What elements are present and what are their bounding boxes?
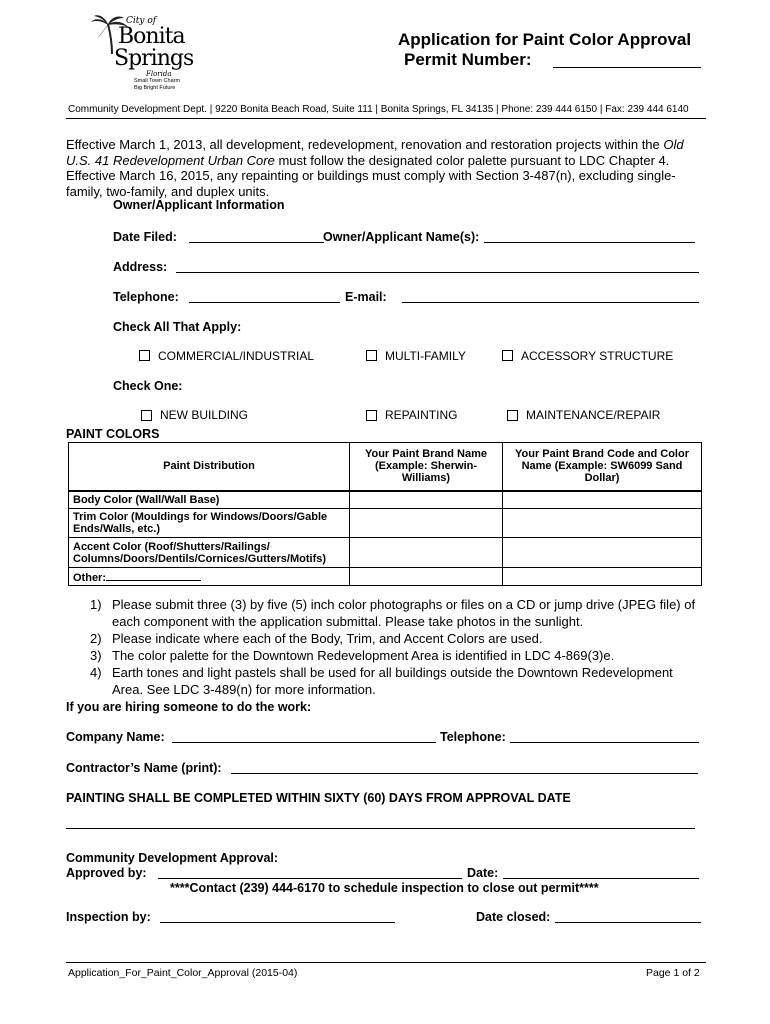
approved-by-field[interactable] [158,878,462,879]
body-color-label: Body Color (Wall/Wall Base) [69,491,350,509]
contractor-name-label: Contractor’s Name (print): [66,761,222,775]
logo-tagline1: Small Town Charm [134,78,181,84]
logo-tagline2: Big Bright Future [134,85,176,91]
body-color-brand-cell[interactable] [350,491,503,509]
header-divider [66,118,706,119]
table-row [69,509,702,538]
body-color-code-cell[interactable] [503,491,702,509]
list-item: 3) The color palette for the Downtown Redevelopment Area is identified in LDC 4-869(3)e. [90,648,615,663]
accessory-structure-label: ACCESSORY STRUCTURE [521,349,674,363]
col-paint-distribution: Paint Distribution [69,443,350,491]
approval-heading: Community Development Approval: [66,851,279,865]
footer-page-number: Page 1 of 2 [646,967,700,979]
footer-doc-name: Application_For_Paint_Color_Approval (2015-04) [68,967,298,979]
table-row [69,538,702,568]
accent-color-code-cell[interactable] [503,538,702,568]
intro-paragraph-1: Effective March 1, 2013, all development, redevelopment, renovation and restoration projects within the Old U.S. 41 Redevelopment Urban Core must follow the designated color palette pursuant to LDC Chapter 4. [66,137,684,168]
owner-names-label: Owner/Applicant Name(s): [323,230,480,244]
table-row [69,491,702,509]
paint-colors-heading: PAINT COLORS [66,427,160,441]
company-telephone-field[interactable] [510,742,699,743]
other-color-field[interactable] [106,570,201,581]
other-color-brand-cell[interactable] [350,568,503,586]
list-item: 2) Please indicate where each of the Body, Trim, and Accent Colors are used. [90,631,543,646]
maintenance-repair-label: MAINTENANCE/REPAIR [526,408,661,422]
col-brand-name: Your Paint Brand Name (Example: Sherwin-Williams) [350,443,503,491]
other-color-code-cell[interactable] [503,568,702,586]
company-name-field[interactable] [172,742,436,743]
inspection-by-field[interactable] [160,922,395,923]
logo-top-text: City of [126,16,157,26]
address-field[interactable] [176,272,699,273]
logo-name-line2: Springs [114,46,194,71]
company-telephone-label: Telephone: [440,730,506,744]
date-closed-label: Date closed: [476,910,551,924]
telephone-field[interactable] [189,302,340,303]
contact-info: Community Development Dept. | 9220 Bonita Beach Road, Suite 111 | Bonita Springs, FL 34135 | Phone: 239 444 6150 | Fax: 239 444 6140 [68,104,689,115]
list-item: 4) Earth tones and light pastels shall be used for all buildings outside the Downtown Redevelopment Area. See LDC 3-489(n) for more information. [90,665,673,697]
approved-by-label: Approved by: [66,866,147,880]
table-row [69,568,702,586]
multi-family-label: MULTI-FAMILY [385,349,466,363]
check-one-heading: Check One: [113,379,183,393]
repainting-label: REPAINTING [385,408,458,422]
inspection-contact-note: ****Contact (239) 444-6170 to schedule inspection to close out permit**** [170,881,599,895]
multi-family-checkbox[interactable] [366,350,377,361]
new-building-label: NEW BUILDING [160,408,249,422]
list-item: 1) Please submit three (3) by five (5) inch color photographs or files on a CD or jump drive (JPEG file) of each component with the application submittal. Please take photos in the sunlight. [90,597,696,629]
intro-paragraph-2: Effective March 16, 2015, any repainting or buildings must comply with Section 3-487(n), excluding single-family, two-family, and duplex units. [66,168,676,199]
telephone-label: Telephone: [113,290,179,304]
maintenance-repair-checkbox[interactable] [507,410,518,421]
logo-name-line1: Bonita [118,24,185,49]
email-label: E-mail: [345,290,387,304]
logo-state: Florida [146,70,172,78]
contractor-name-field[interactable] [231,773,698,774]
date-filed-label: Date Filed: [113,230,177,244]
commercial-industrial-label: COMMERCIAL/INDUSTRIAL [158,349,315,363]
col-brand-code: Your Paint Brand Code and Color Name (Example: SW6099 Sand Dollar) [503,443,702,491]
trim-color-label: Trim Color (Mouldings for Windows/Doors/Gable Ends/Walls, etc.) [69,509,350,538]
page-title: Application for Paint Color Approval [398,30,692,49]
repainting-checkbox[interactable] [366,410,377,421]
other-color-label: Other: [69,568,350,586]
owner-heading: Owner/Applicant Information [113,198,285,212]
inspection-by-label: Inspection by: [66,910,151,924]
deadline-notice: PAINTING SHALL BE COMPLETED WITHIN SIXTY (60) DAYS FROM APPROVAL DATE [66,791,571,805]
footer-divider [66,962,706,963]
paint-colors-table [68,442,702,586]
deadline-divider [66,828,695,829]
permit-number-label: Permit Number: [404,50,532,69]
accent-color-label: Accent Color (Roof/Shutters/Railings/ Columns/Doors/Dentils/Cornices/Gutters/Motifs) [69,538,350,568]
date-closed-field[interactable] [555,922,701,923]
approval-date-field[interactable] [503,878,699,879]
trim-color-brand-cell[interactable] [350,509,503,538]
commercial-industrial-checkbox[interactable] [139,350,150,361]
trim-color-code-cell[interactable] [503,509,702,538]
approval-date-label: Date: [467,866,499,880]
hiring-heading: If you are hiring someone to do the work: [66,700,312,714]
new-building-checkbox[interactable] [141,410,152,421]
accent-color-brand-cell[interactable] [350,538,503,568]
permit-number-field[interactable] [553,67,701,68]
date-filed-field[interactable] [189,242,324,243]
city-logo [88,14,194,94]
check-all-heading: Check All That Apply: [113,320,242,334]
table-header-row [69,443,702,491]
notes-list [90,596,702,698]
email-field[interactable] [402,302,699,303]
address-label: Address: [113,260,168,274]
accessory-structure-checkbox[interactable] [502,350,513,361]
company-name-label: Company Name: [66,730,165,744]
owner-names-field[interactable] [484,242,695,243]
